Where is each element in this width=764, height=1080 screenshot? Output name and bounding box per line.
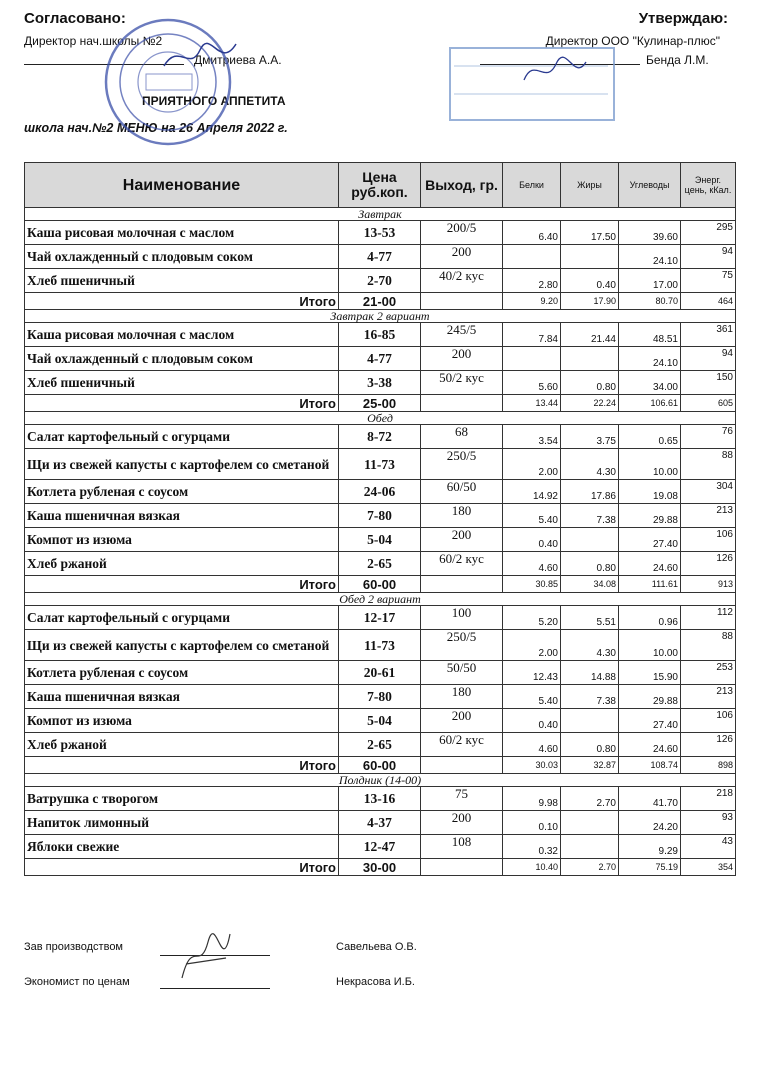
item-protein: 5.60 xyxy=(503,371,561,395)
table-row xyxy=(25,221,736,245)
section-row xyxy=(25,593,736,606)
total-kcal: 464 xyxy=(681,293,736,310)
signature-scribble-icon xyxy=(160,36,240,76)
approve-position: Директор ООО "Кулинар-плюс" xyxy=(545,34,720,48)
item-protein: 6.40 xyxy=(503,221,561,245)
agreed-position: Директор нач.школы №2 xyxy=(24,34,163,48)
item-carbs: 10.00 xyxy=(619,630,681,661)
item-kcal: 295 xyxy=(681,221,736,245)
item-price: 12-47 xyxy=(339,835,421,859)
item-fat: 14.88 xyxy=(561,661,619,685)
item-price: 12-17 xyxy=(339,606,421,630)
item-price: 8-72 xyxy=(339,425,421,449)
item-kcal: 88 xyxy=(681,449,736,480)
item-carbs: 41.70 xyxy=(619,787,681,811)
item-kcal: 75 xyxy=(681,269,736,293)
item-kcal: 213 xyxy=(681,504,736,528)
item-protein: 12.43 xyxy=(503,661,561,685)
total-protein: 30.03 xyxy=(503,757,561,774)
item-name: Компот из изюма xyxy=(25,709,339,733)
total-label: Итого xyxy=(25,395,339,412)
table-row xyxy=(25,347,736,371)
item-yield: 60/50 xyxy=(421,480,503,504)
item-fat: 0.80 xyxy=(561,552,619,576)
economist-signature-line xyxy=(160,988,270,989)
item-yield: 50/50 xyxy=(421,661,503,685)
item-protein: 2.00 xyxy=(503,630,561,661)
total-carbs: 111.61 xyxy=(619,576,681,593)
total-fat: 17.90 xyxy=(561,293,619,310)
slogan: ПРИЯТНОГО АППЕТИТА xyxy=(142,94,286,108)
item-yield: 60/2 кус xyxy=(421,552,503,576)
item-price: 4-37 xyxy=(339,811,421,835)
item-protein: 4.60 xyxy=(503,552,561,576)
item-yield: 75 xyxy=(421,787,503,811)
item-carbs: 9.29 xyxy=(619,835,681,859)
item-yield: 250/5 xyxy=(421,449,503,480)
item-name: Компот из изюма xyxy=(25,528,339,552)
item-name: Хлеб ржаной xyxy=(25,552,339,576)
total-carbs: 106.61 xyxy=(619,395,681,412)
total-price: 25-00 xyxy=(339,395,421,412)
item-name: Котлета рубленая с соусом xyxy=(25,480,339,504)
item-price: 2-70 xyxy=(339,269,421,293)
total-carbs: 75.19 xyxy=(619,859,681,876)
section-title: Полдник (14-00) xyxy=(25,774,736,787)
total-fat: 22.24 xyxy=(561,395,619,412)
item-fat xyxy=(561,528,619,552)
section-title: Завтрак 2 вариант xyxy=(25,310,736,323)
item-kcal: 93 xyxy=(681,811,736,835)
total-row xyxy=(25,293,736,310)
item-name: Щи из свежей капусты с картофелем со сметаной xyxy=(25,630,339,661)
menu-table xyxy=(24,162,736,876)
section-row xyxy=(25,412,736,425)
section-title: Обед 2 вариант xyxy=(25,593,736,606)
item-protein: 0.32 xyxy=(503,835,561,859)
item-name: Яблоки свежие xyxy=(25,835,339,859)
item-kcal: 213 xyxy=(681,685,736,709)
item-kcal: 106 xyxy=(681,709,736,733)
table-row xyxy=(25,811,736,835)
item-name: Щи из свежей капусты с картофелем со сметаной xyxy=(25,449,339,480)
item-protein: 4.60 xyxy=(503,733,561,757)
table-row xyxy=(25,787,736,811)
item-carbs: 34.00 xyxy=(619,371,681,395)
item-carbs: 29.88 xyxy=(619,685,681,709)
item-carbs: 27.40 xyxy=(619,528,681,552)
table-row xyxy=(25,371,736,395)
total-label: Итого xyxy=(25,757,339,774)
item-fat: 4.30 xyxy=(561,630,619,661)
table-row xyxy=(25,425,736,449)
item-carbs: 24.10 xyxy=(619,245,681,269)
item-yield: 200 xyxy=(421,811,503,835)
item-price: 24-06 xyxy=(339,480,421,504)
total-label: Итого xyxy=(25,293,339,310)
col-price-header: Цена руб.коп. xyxy=(339,163,421,208)
item-name: Котлета рубленая с соусом xyxy=(25,661,339,685)
item-carbs: 0.65 xyxy=(619,425,681,449)
item-yield: 250/5 xyxy=(421,630,503,661)
table-row xyxy=(25,630,736,661)
item-fat: 7.38 xyxy=(561,504,619,528)
item-fat: 3.75 xyxy=(561,425,619,449)
agreed-title: Согласовано: xyxy=(24,10,126,27)
item-price: 5-04 xyxy=(339,709,421,733)
item-price: 13-53 xyxy=(339,221,421,245)
total-protein: 30.85 xyxy=(503,576,561,593)
item-fat: 0.80 xyxy=(561,371,619,395)
item-protein: 5.40 xyxy=(503,504,561,528)
item-kcal: 361 xyxy=(681,323,736,347)
item-kcal: 150 xyxy=(681,371,736,395)
footer-signature-icon xyxy=(176,928,236,988)
item-kcal: 88 xyxy=(681,630,736,661)
total-kcal: 605 xyxy=(681,395,736,412)
production-name: Савельева О.В. xyxy=(336,941,417,953)
item-fat: 0.40 xyxy=(561,269,619,293)
section-row xyxy=(25,208,736,221)
item-yield: 200 xyxy=(421,709,503,733)
col-carbs-header: Углеводы xyxy=(619,163,681,208)
item-name: Каша пшеничная вязкая xyxy=(25,685,339,709)
approve-name: Бенда Л.М. xyxy=(646,53,709,67)
item-protein xyxy=(503,245,561,269)
item-fat xyxy=(561,811,619,835)
total-protein: 13.44 xyxy=(503,395,561,412)
section-row xyxy=(25,774,736,787)
economist-name: Некрасова И.Б. xyxy=(336,976,415,988)
item-name: Каша рисовая молочная с маслом xyxy=(25,323,339,347)
item-fat: 7.38 xyxy=(561,685,619,709)
section-title: Обед xyxy=(25,412,736,425)
table-row xyxy=(25,552,736,576)
table-row xyxy=(25,449,736,480)
item-name: Хлеб пшеничный xyxy=(25,371,339,395)
item-name: Напиток лимонный xyxy=(25,811,339,835)
total-price: 21-00 xyxy=(339,293,421,310)
table-row xyxy=(25,528,736,552)
approve-signature-scribble-icon xyxy=(520,52,590,92)
item-fat xyxy=(561,709,619,733)
item-yield: 100 xyxy=(421,606,503,630)
total-row xyxy=(25,859,736,876)
agreed-name: Дмитриева А.А. xyxy=(194,53,282,67)
table-row xyxy=(25,504,736,528)
total-label: Итого xyxy=(25,576,339,593)
total-protein: 10.40 xyxy=(503,859,561,876)
item-kcal: 106 xyxy=(681,528,736,552)
item-price: 11-73 xyxy=(339,630,421,661)
item-fat xyxy=(561,835,619,859)
item-yield: 180 xyxy=(421,685,503,709)
item-price: 13-16 xyxy=(339,787,421,811)
total-yield xyxy=(421,293,503,310)
item-name: Хлеб пшеничный xyxy=(25,269,339,293)
item-fat: 17.86 xyxy=(561,480,619,504)
item-kcal: 218 xyxy=(681,787,736,811)
table-row xyxy=(25,245,736,269)
item-kcal: 253 xyxy=(681,661,736,685)
item-fat xyxy=(561,245,619,269)
table-row xyxy=(25,661,736,685)
col-energy-header: Энерг. цень, кКал. xyxy=(681,163,736,208)
item-kcal: 126 xyxy=(681,552,736,576)
item-protein: 2.80 xyxy=(503,269,561,293)
item-name: Каша рисовая молочная с маслом xyxy=(25,221,339,245)
total-kcal: 898 xyxy=(681,757,736,774)
item-kcal: 76 xyxy=(681,425,736,449)
item-fat: 0.80 xyxy=(561,733,619,757)
table-row xyxy=(25,835,736,859)
item-price: 7-80 xyxy=(339,685,421,709)
item-kcal: 126 xyxy=(681,733,736,757)
section-row xyxy=(25,310,736,323)
item-carbs: 24.20 xyxy=(619,811,681,835)
table-row xyxy=(25,269,736,293)
total-yield xyxy=(421,757,503,774)
item-fat: 17.50 xyxy=(561,221,619,245)
item-kcal: 94 xyxy=(681,245,736,269)
item-yield: 60/2 кус xyxy=(421,733,503,757)
item-protein: 0.40 xyxy=(503,709,561,733)
item-carbs: 19.08 xyxy=(619,480,681,504)
table-row xyxy=(25,323,736,347)
item-protein: 0.40 xyxy=(503,528,561,552)
item-price: 20-61 xyxy=(339,661,421,685)
item-yield: 108 xyxy=(421,835,503,859)
item-name: Ватрушка с творогом xyxy=(25,787,339,811)
menu-subtitle: школа нач.№2 МЕНЮ на 26 Апреля 2022 г. xyxy=(24,121,288,135)
economist-label: Экономист по ценам xyxy=(24,976,130,988)
item-kcal: 112 xyxy=(681,606,736,630)
total-kcal: 913 xyxy=(681,576,736,593)
total-fat: 34.08 xyxy=(561,576,619,593)
total-kcal: 354 xyxy=(681,859,736,876)
item-kcal: 94 xyxy=(681,347,736,371)
approve-title: Утверждаю: xyxy=(638,10,728,27)
table-row xyxy=(25,480,736,504)
item-price: 4-77 xyxy=(339,347,421,371)
item-name: Салат картофельный с огурцами xyxy=(25,606,339,630)
item-name: Хлеб ржаной xyxy=(25,733,339,757)
item-carbs: 24.10 xyxy=(619,347,681,371)
item-price: 2-65 xyxy=(339,733,421,757)
item-protein: 3.54 xyxy=(503,425,561,449)
item-yield: 200 xyxy=(421,528,503,552)
item-yield: 245/5 xyxy=(421,323,503,347)
item-yield: 200/5 xyxy=(421,221,503,245)
total-label: Итого xyxy=(25,859,339,876)
item-fat xyxy=(561,347,619,371)
item-carbs: 27.40 xyxy=(619,709,681,733)
item-yield: 40/2 кус xyxy=(421,269,503,293)
section-title: Завтрак xyxy=(25,208,736,221)
item-protein: 0.10 xyxy=(503,811,561,835)
item-carbs: 39.60 xyxy=(619,221,681,245)
total-yield xyxy=(421,859,503,876)
col-fat-header: Жиры xyxy=(561,163,619,208)
item-name: Каша пшеничная вязкая xyxy=(25,504,339,528)
total-yield xyxy=(421,395,503,412)
item-price: 3-38 xyxy=(339,371,421,395)
item-fat: 4.30 xyxy=(561,449,619,480)
item-fat: 2.70 xyxy=(561,787,619,811)
total-carbs: 80.70 xyxy=(619,293,681,310)
item-protein: 9.98 xyxy=(503,787,561,811)
item-protein: 5.20 xyxy=(503,606,561,630)
table-row xyxy=(25,606,736,630)
total-row xyxy=(25,576,736,593)
table-header-row xyxy=(25,163,736,208)
item-protein: 5.40 xyxy=(503,685,561,709)
item-yield: 180 xyxy=(421,504,503,528)
item-protein: 2.00 xyxy=(503,449,561,480)
table-row xyxy=(25,733,736,757)
total-protein: 9.20 xyxy=(503,293,561,310)
item-yield: 68 xyxy=(421,425,503,449)
table-row xyxy=(25,685,736,709)
item-carbs: 29.88 xyxy=(619,504,681,528)
item-protein: 7.84 xyxy=(503,323,561,347)
item-name: Салат картофельный с огурцами xyxy=(25,425,339,449)
col-name-header: Наименование xyxy=(25,163,339,208)
total-fat: 32.87 xyxy=(561,757,619,774)
item-yield: 200 xyxy=(421,245,503,269)
col-protein-header: Белки xyxy=(503,163,561,208)
item-yield: 50/2 кус xyxy=(421,371,503,395)
item-name: Чай охлажденный с плодовым соком xyxy=(25,347,339,371)
col-yield-header: Выход, гр. xyxy=(421,163,503,208)
production-label: Зав производством xyxy=(24,941,123,953)
item-name: Чай охлажденный с плодовым соком xyxy=(25,245,339,269)
item-carbs: 17.00 xyxy=(619,269,681,293)
item-carbs: 15.90 xyxy=(619,661,681,685)
item-protein: 14.92 xyxy=(503,480,561,504)
item-fat: 21.44 xyxy=(561,323,619,347)
item-price: 5-04 xyxy=(339,528,421,552)
item-kcal: 304 xyxy=(681,480,736,504)
total-fat: 2.70 xyxy=(561,859,619,876)
total-carbs: 108.74 xyxy=(619,757,681,774)
total-price: 60-00 xyxy=(339,757,421,774)
item-kcal: 43 xyxy=(681,835,736,859)
total-price: 60-00 xyxy=(339,576,421,593)
total-row xyxy=(25,757,736,774)
item-price: 16-85 xyxy=(339,323,421,347)
item-yield: 200 xyxy=(421,347,503,371)
table-row xyxy=(25,709,736,733)
total-price: 30-00 xyxy=(339,859,421,876)
item-carbs: 48.51 xyxy=(619,323,681,347)
item-price: 2-65 xyxy=(339,552,421,576)
item-carbs: 24.60 xyxy=(619,552,681,576)
total-yield xyxy=(421,576,503,593)
item-carbs: 10.00 xyxy=(619,449,681,480)
item-price: 7-80 xyxy=(339,504,421,528)
item-carbs: 0.96 xyxy=(619,606,681,630)
item-fat: 5.51 xyxy=(561,606,619,630)
item-price: 11-73 xyxy=(339,449,421,480)
item-protein xyxy=(503,347,561,371)
item-carbs: 24.60 xyxy=(619,733,681,757)
item-price: 4-77 xyxy=(339,245,421,269)
total-row xyxy=(25,395,736,412)
